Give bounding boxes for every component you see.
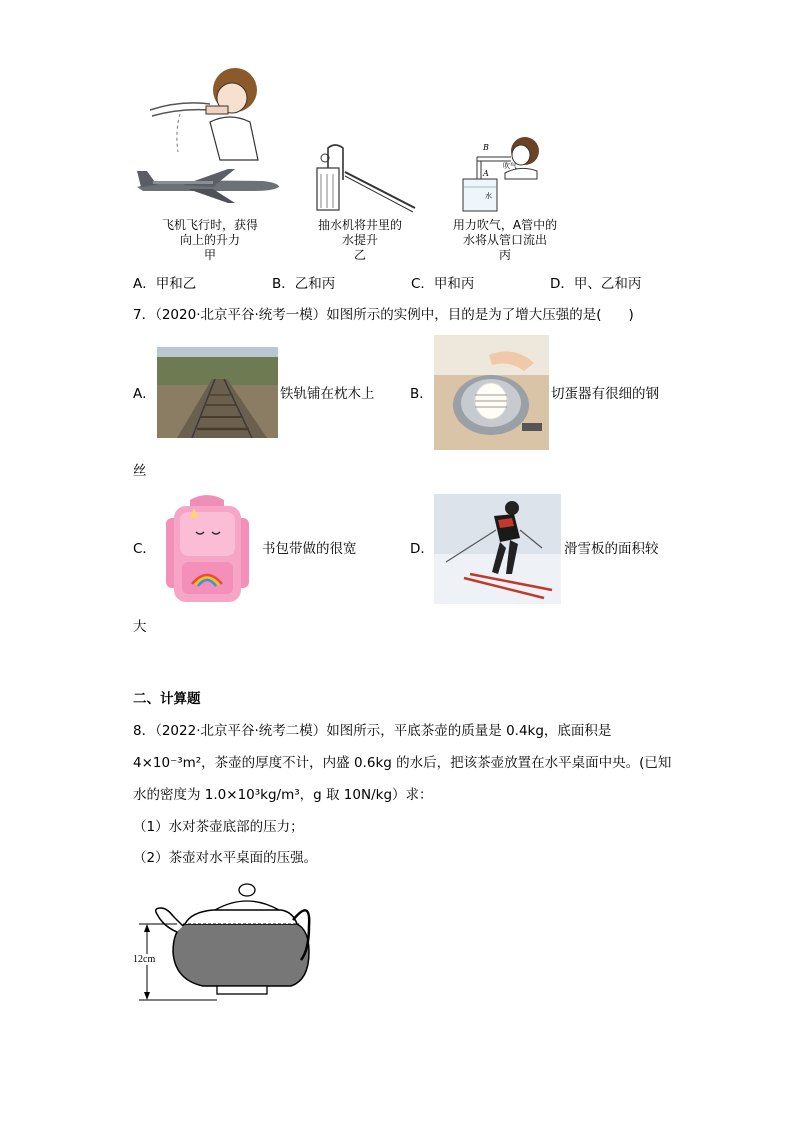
caption-jia-line1: 飞机飞行时，获得 [161, 218, 258, 232]
airplane-image [133, 165, 283, 205]
q7-option-d-letter[interactable]: D． [410, 541, 434, 557]
q7-option-c-text: 书包带做的很宽 [262, 541, 357, 557]
railway-track-image [157, 347, 278, 438]
q8-line2: 4×10⁻³m²，茶壶的厚度不计，内盛 0.6kg 的水后，把该茶壶放置在水平桌面中央。(已知 [133, 755, 672, 771]
blow-tube-figure [455, 135, 550, 215]
caption-jia-label: 甲 [203, 248, 216, 262]
q6-option-a[interactable]: A．甲和乙 [133, 276, 197, 292]
teapot-height-label: 12cm [133, 954, 156, 965]
person-blowing-figure [140, 62, 265, 162]
q7-option-d-cont: 大 [133, 619, 147, 635]
caption-yi-label: 乙 [353, 248, 366, 262]
egg-slicer-image [434, 335, 549, 450]
q7-option-b-letter[interactable]: B． [410, 386, 433, 402]
water-pump-figure [305, 140, 425, 215]
q8-sub2: （2）茶壶对水平桌面的压强。 [133, 850, 318, 866]
q6-option-b[interactable]: B．乙和丙 [272, 276, 336, 292]
section-title: 二、计算题 [133, 691, 201, 707]
caption-yi-line1: 抽水机将井里的 [317, 218, 402, 232]
caption-jia-line2: 向上的升力 [179, 233, 240, 247]
q8-line3: 水的密度为 1.0×10³kg/m³，g 取 10N/kg）求： [133, 787, 433, 803]
caption-bing-label: 丙 [498, 248, 511, 262]
q7-option-a-text: 铁轨铺在枕木上 [280, 386, 375, 402]
caption-bing-line2: 水将从管口流出 [462, 233, 547, 247]
q6-option-c[interactable]: C．甲和丙 [411, 276, 475, 292]
teapot-figure [133, 880, 313, 1005]
q7-option-b-cont: 丝 [133, 463, 147, 479]
q7-stem: 7．（2020·北京平谷·统考一模）如图所示的实例中，目的是为了增大压强的是( ) [133, 307, 634, 323]
caption-yi-line2: 水提升 [341, 233, 378, 247]
pink-schoolbag-image [160, 492, 255, 604]
skier-image [434, 494, 561, 604]
caption-yi [300, 218, 420, 263]
fig-label-a: A [483, 169, 489, 178]
q8-line1: 8．（2022·北京平谷·统考二模）如图所示，平底茶壶的质量是 0.4kg，底面积是 [133, 723, 612, 739]
q6-option-d[interactable]: D．甲、乙和丙 [550, 276, 642, 292]
q8-sub1: （1）水对茶壶底部的压力； [133, 819, 304, 835]
q7-option-b-text: 切蛋器有很细的钢 [551, 386, 659, 402]
fig-label-b: B [483, 143, 489, 152]
fig-label-blow: 吹气 [503, 162, 517, 170]
fig-label-water: 水 [485, 192, 492, 200]
q7-option-d-text: 滑雪板的面积较 [564, 541, 659, 557]
q7-option-a-letter[interactable]: A． [133, 386, 156, 402]
caption-jia [150, 218, 270, 263]
caption-bing [440, 218, 570, 263]
caption-bing-line1: 用力吹气，A管中的 [452, 218, 558, 232]
q7-option-c-letter[interactable]: C． [133, 541, 156, 557]
